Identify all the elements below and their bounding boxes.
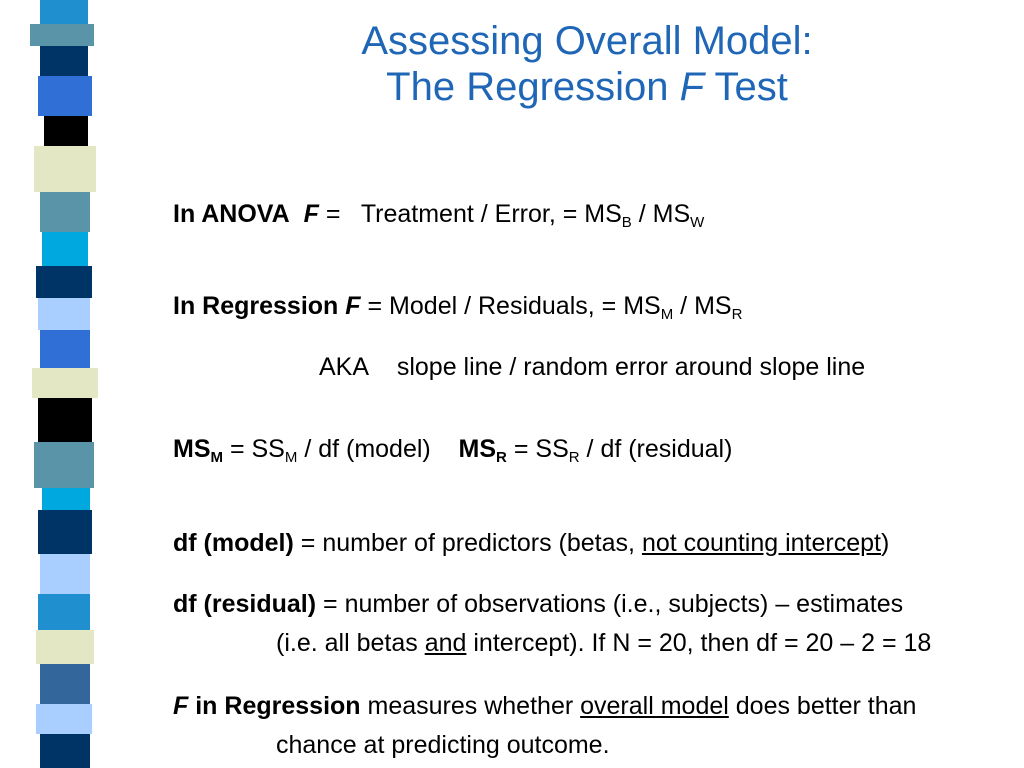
deco-block bbox=[32, 368, 98, 398]
regression-line bbox=[173, 291, 742, 321]
deco-block bbox=[40, 330, 90, 368]
slide-title bbox=[150, 18, 1024, 110]
df-residual-line-2 bbox=[276, 628, 931, 658]
decorative-block-bar bbox=[26, 0, 100, 768]
msm-eq: = SS bbox=[229, 435, 285, 463]
deco-block bbox=[38, 76, 92, 116]
deco-block bbox=[38, 298, 90, 330]
msm-sub: M bbox=[210, 449, 223, 466]
f-regression-line2: chance at predicting outcome. bbox=[276, 731, 610, 759]
regression-f-symbol: F bbox=[345, 292, 361, 320]
deco-block bbox=[30, 24, 94, 46]
deco-block bbox=[36, 630, 94, 664]
aka-label: AKA bbox=[319, 353, 370, 381]
df-residual-line2-suffix: intercept). If N = 20, then df = 20 – 2 = 18 bbox=[473, 629, 932, 657]
deco-block bbox=[36, 266, 92, 298]
f-regression-text: measures whether bbox=[367, 692, 574, 720]
regression-sub-m: M bbox=[660, 306, 674, 323]
f-regression-underlined: overall model bbox=[580, 692, 729, 720]
aka-line bbox=[319, 352, 865, 382]
msm-ss-sub: M bbox=[284, 449, 298, 466]
title-line-1: Assessing Overall Model: bbox=[361, 19, 813, 63]
anova-label: In ANOVA bbox=[173, 200, 290, 228]
f-regression-label: in Regression bbox=[195, 692, 361, 720]
msr-label: MS bbox=[458, 435, 497, 463]
df-residual-line2-prefix: (i.e. all betas bbox=[276, 629, 418, 657]
msr-rest: / df (residual) bbox=[586, 435, 733, 463]
title-line-2 bbox=[150, 64, 1024, 110]
df-residual-line-1 bbox=[173, 589, 903, 619]
anova-text: Treatment / Error, = MS bbox=[360, 200, 622, 228]
f-regression-line-1 bbox=[173, 691, 916, 721]
deco-block bbox=[44, 116, 88, 146]
anova-sub-w: W bbox=[690, 214, 705, 231]
title-f-symbol: F bbox=[679, 65, 705, 109]
regression-sub-r: R bbox=[731, 306, 743, 323]
deco-block bbox=[40, 192, 90, 232]
df-model-line bbox=[173, 528, 889, 558]
deco-block bbox=[40, 664, 90, 704]
deco-block bbox=[38, 398, 92, 442]
msr-ss-sub: R bbox=[568, 449, 580, 466]
regression-label: In Regression bbox=[173, 292, 339, 320]
title-line-2-prefix: The Regression bbox=[386, 65, 669, 109]
aka-text: slope line / random error around slope line bbox=[396, 353, 866, 381]
df-model-label: df (model) bbox=[173, 529, 294, 557]
msr-eq: = SS bbox=[513, 435, 569, 463]
anova-slash: / MS bbox=[638, 200, 691, 228]
deco-block bbox=[34, 442, 94, 488]
anova-equals: = bbox=[325, 200, 341, 228]
f-regression-line-2 bbox=[276, 730, 610, 760]
ms-definitions-line bbox=[173, 434, 732, 464]
title-line-2-suffix: Test bbox=[714, 65, 788, 109]
f-regression-text2: does better than bbox=[735, 692, 917, 720]
deco-block bbox=[42, 488, 90, 510]
anova-line bbox=[173, 199, 704, 229]
msr-sub: R bbox=[496, 449, 507, 466]
df-residual-label: df (residual) bbox=[173, 590, 317, 618]
df-model-close: ) bbox=[881, 529, 890, 557]
regression-slash: / MS bbox=[680, 292, 732, 320]
deco-block bbox=[38, 594, 90, 630]
msm-label: MS bbox=[173, 435, 211, 463]
anova-sub-b: B bbox=[621, 214, 632, 231]
regression-text: = Model / Residuals, = MS bbox=[367, 292, 661, 320]
deco-block bbox=[38, 510, 92, 554]
deco-block bbox=[40, 734, 90, 768]
df-model-text: = number of predictors (betas, bbox=[300, 529, 635, 557]
anova-f-symbol: F bbox=[303, 200, 319, 228]
deco-block bbox=[42, 232, 88, 266]
f-regression-f-symbol: F bbox=[173, 692, 189, 720]
df-residual-line2-underlined: and bbox=[424, 629, 467, 657]
deco-block bbox=[34, 146, 96, 192]
deco-block bbox=[40, 46, 88, 76]
df-residual-text: = number of observations (i.e., subjects) – estimates bbox=[323, 590, 904, 618]
deco-block bbox=[40, 554, 90, 594]
df-model-underlined: not counting intercept bbox=[641, 529, 881, 557]
msm-rest: / df (model) bbox=[304, 435, 431, 463]
deco-block bbox=[36, 704, 92, 734]
deco-block bbox=[40, 0, 88, 24]
